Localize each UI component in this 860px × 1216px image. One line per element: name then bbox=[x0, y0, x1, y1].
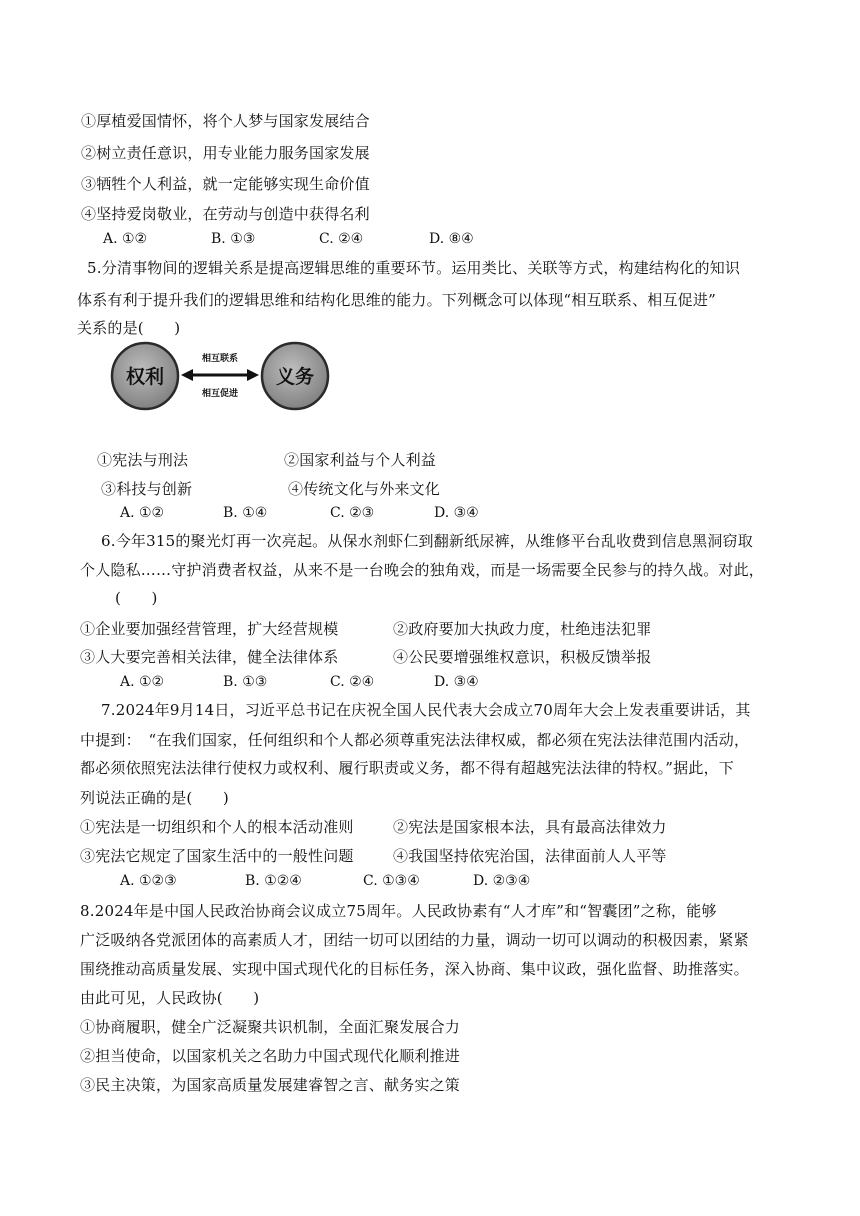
q4-item-2: ②树立责任意识，用专业能力服务国家发展 bbox=[81, 144, 370, 162]
q5-option-d: D. ③④ bbox=[434, 505, 479, 521]
q7-option-b: B. ①②④ bbox=[245, 873, 302, 889]
q7-item-4: ④我国坚持依宪治国，法律面前人人平等 bbox=[393, 847, 667, 865]
q5-item-2: ②国家利益与个人利益 bbox=[284, 451, 437, 469]
q4-item-4: ④坚持爱岗敬业，在劳动与创造中获得名利 bbox=[81, 205, 370, 223]
q7-stem-1: 7.2024年9月14日，习近平总书记在庆祝全国人民代表大会成立70周年大会上发表重要讲话，其 bbox=[101, 701, 751, 719]
q4-option-b: B. ①③ bbox=[211, 231, 256, 247]
q7-stem-2: 中提到： “在我们国家，任何组织和个人都必须尊重宪法法律权威，都必须在宪法法律范围内活动， bbox=[80, 731, 750, 749]
q8-stem-3: 围绕推动高质量发展、实现中国式现代化的目标任务，深入协商、集中议政，强化监督、助推落实。 bbox=[80, 960, 749, 978]
q6-stem-3: ( ) bbox=[115, 589, 158, 607]
q7-item-1: ①宪法是一切组织和个人的根本活动准则 bbox=[80, 818, 354, 836]
q4-item-3: ③牺牲个人利益，就一定能够实现生命价值 bbox=[81, 175, 370, 193]
q6-option-b: B. ①③ bbox=[223, 674, 268, 690]
q7-item-2: ②宪法是国家根本法，具有最高法律效力 bbox=[393, 818, 667, 836]
q5-item-3: ③科技与创新 bbox=[101, 480, 193, 498]
q6-options bbox=[120, 672, 479, 692]
q6-item-2: ②政府要加大执政力度，杜绝违法犯罪 bbox=[393, 620, 652, 638]
q8-stem-4: 由此可见，人民政协( ) bbox=[80, 989, 260, 1007]
q7-options bbox=[120, 871, 530, 891]
q5-option-b: B. ①④ bbox=[223, 505, 268, 521]
q6-option-c: C. ②④ bbox=[330, 674, 375, 690]
mutual-connection-label: 相互联系 bbox=[201, 354, 239, 364]
q6-item-1: ①企业要加强经营管理，扩大经营规模 bbox=[80, 620, 339, 638]
rights-label: 权利 bbox=[125, 366, 165, 388]
q4-item-1: ①厚植爱国情怀，将个人梦与国家发展结合 bbox=[81, 112, 370, 130]
q7-option-c: C. ①③④ bbox=[363, 873, 420, 889]
q6-stem-2: 个人隐私……守护消费者权益，从来不是一台晚会的独角戏，而是一场需要全民参与的持久战。对此， bbox=[80, 561, 765, 579]
q7-stem-3: 都必须依照宪法法律行使权力或权利、履行职责或义务，都不得有超越宪法法律的特权。”据此，下 bbox=[80, 759, 734, 777]
q5-item-4: ④传统文化与外来文化 bbox=[288, 480, 441, 498]
q8-stem-2: 广泛吸纳各党派团体的高素质人才，团结一切可以团结的力量，调动一切可以调动的积极因素，紧紧 bbox=[80, 931, 749, 949]
duties-label: 义务 bbox=[275, 366, 315, 388]
q8-item-2: ②担当使命，以国家机关之名助力中国式现代化顺利推进 bbox=[80, 1047, 461, 1065]
q4-option-d: D. ⑧④ bbox=[429, 231, 474, 247]
double-arrow-icon bbox=[181, 369, 259, 381]
q5-stem-3: 关系的是( ) bbox=[77, 319, 181, 337]
rights-duties-diagram bbox=[108, 341, 333, 411]
q5-stem-1: 5.分清事物间的逻辑关系是提高逻辑思维的重要环节。运用类比、关联等方式，构建结构化的知识 bbox=[87, 259, 741, 277]
q8-item-3: ③民主决策，为国家高质量发展建睿智之言、献务实之策 bbox=[80, 1076, 461, 1094]
q8-item-1: ①协商履职，健全广泛凝聚共识机制，全面汇聚发展合力 bbox=[80, 1018, 461, 1036]
q8-stem-1: 8.2024年是中国人民政治协商会议成立75周年。人民政协素有“人才库”和“智囊团”之称，能够 bbox=[80, 902, 717, 920]
q6-option-a: A. ①② bbox=[120, 674, 165, 690]
q7-option-a: A. ①②③ bbox=[120, 873, 177, 889]
q6-item-3: ③人大要完善相关法律，健全法律体系 bbox=[80, 648, 339, 666]
q4-option-c: C. ②④ bbox=[319, 231, 364, 247]
mutual-promotion-label: 相互促进 bbox=[201, 389, 239, 399]
q5-item-1: ①宪法与刑法 bbox=[97, 451, 189, 469]
q7-item-3: ③宪法它规定了国家生活中的一般性问题 bbox=[80, 847, 354, 865]
q6-option-d: D. ③④ bbox=[434, 674, 479, 690]
q6-stem-1: 6.今年315的聚光灯再一次亮起。从保水剂虾仁到翻新纸尿裤，从维修平台乱收费到信息黑洞窃取 bbox=[101, 532, 753, 550]
q4-options bbox=[103, 229, 474, 249]
q5-options bbox=[120, 503, 479, 523]
q7-stem-4: 列说法正确的是( ) bbox=[80, 789, 229, 807]
q4-option-a: A. ①② bbox=[103, 231, 148, 247]
q6-item-4: ④公民要增强维权意识，积极反馈举报 bbox=[393, 648, 652, 666]
q5-stem-2: 体系有利于提升我们的逻辑思维和结构化思维的能力。下列概念可以体现“相互联系、相互促进” bbox=[77, 291, 716, 309]
q5-option-a: A. ①② bbox=[120, 505, 165, 521]
q7-option-d: D. ②③④ bbox=[473, 873, 531, 889]
q5-option-c: C. ②③ bbox=[330, 505, 375, 521]
